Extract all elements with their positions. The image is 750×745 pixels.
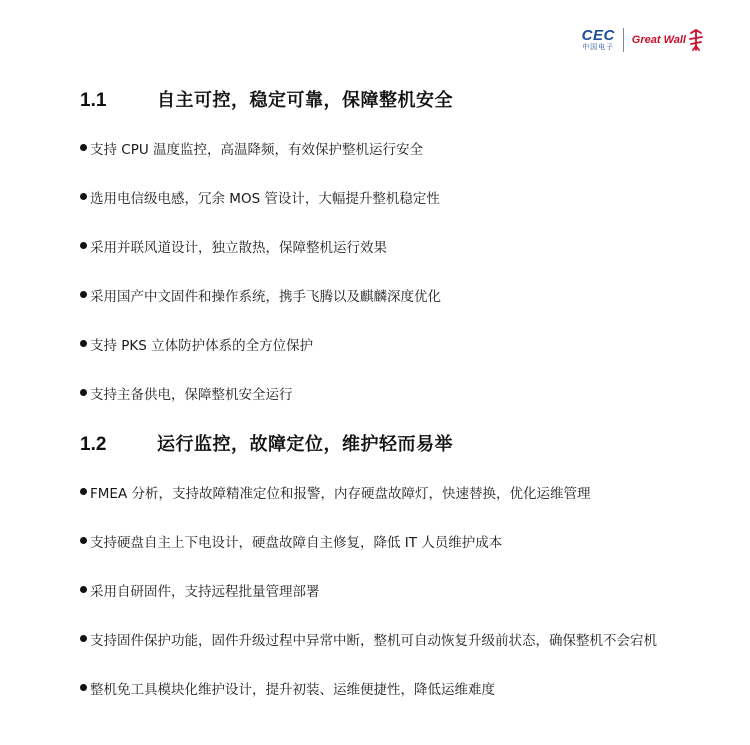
bullet-dot-icon <box>80 389 87 396</box>
list-item-text: FMEA 分析，支持故障精准定位和报警，内存硬盘故障灯，快速替换，优化运维管理 <box>90 485 591 502</box>
bullet-dot-icon <box>80 488 87 495</box>
section-1-2 <box>80 430 680 712</box>
list-item-text: 支持硬盘自主上下电设计，硬盘故障自主修复，降低 IT 人员维护成本 <box>90 534 503 551</box>
list-item <box>80 368 680 417</box>
list-item-text: 支持固件保护功能，固件升级过程中异常中断，整机可自动恢复升级前状态，确保整机不会宕机 <box>90 632 657 649</box>
list-item <box>80 221 680 270</box>
bullet-dot-icon <box>80 684 87 691</box>
greatwall-emblem-icon <box>688 29 704 51</box>
section-heading <box>80 86 680 112</box>
list-item <box>80 614 680 663</box>
section-title: 自主可控，稳定可靠，保障整机安全 <box>157 90 453 111</box>
list-item <box>80 516 680 565</box>
bullet-list <box>80 123 680 417</box>
list-item <box>80 123 680 172</box>
logo-divider <box>623 28 624 52</box>
header-logos <box>582 28 704 52</box>
cec-logo <box>582 28 615 52</box>
list-item-text: 支持主备供电，保障整机安全运行 <box>90 386 293 403</box>
list-item <box>80 319 680 368</box>
bullet-dot-icon <box>80 586 87 593</box>
section-number: 1.2 <box>80 434 107 455</box>
cec-logo-subtitle: 中国电子 <box>582 43 615 51</box>
list-item-text: 采用自研固件，支持远程批量管理部署 <box>90 583 320 600</box>
list-item-text: 选用电信级电感，冗余 MOS 管设计，大幅提升整机稳定性 <box>90 190 440 207</box>
cec-logo-text: CEC <box>581 27 615 44</box>
bullet-dot-icon <box>80 242 87 249</box>
greatwall-logo <box>632 29 704 51</box>
bullet-dot-icon <box>80 635 87 642</box>
section-1-1 <box>80 86 680 417</box>
greatwall-logo-text: Great Wall <box>631 34 686 46</box>
bullet-dot-icon <box>80 193 87 200</box>
bullet-dot-icon <box>80 537 87 544</box>
section-number: 1.1 <box>80 90 107 111</box>
section-title: 运行监控，故障定位，维护轻而易举 <box>157 434 453 455</box>
list-item-text: 支持 PKS 立体防护体系的全方位保护 <box>90 337 314 354</box>
list-item-text: 采用国产中文固件和操作系统，携手飞腾以及麒麟深度优化 <box>90 288 441 305</box>
list-item-text: 整机免工具模块化维护设计，提升初装、运维便捷性，降低运维难度 <box>90 681 495 698</box>
list-item-text: 采用并联风道设计，独立散热，保障整机运行效果 <box>90 239 387 256</box>
bullet-dot-icon <box>80 340 87 347</box>
list-item <box>80 663 680 712</box>
list-item <box>80 467 680 516</box>
bullet-dot-icon <box>80 144 87 151</box>
list-item <box>80 172 680 221</box>
bullet-list <box>80 467 680 712</box>
list-item-text: 支持 CPU 温度监控，高温降频，有效保护整机运行安全 <box>90 141 424 158</box>
list-item <box>80 270 680 319</box>
list-item <box>80 565 680 614</box>
section-heading <box>80 430 680 456</box>
bullet-dot-icon <box>80 291 87 298</box>
